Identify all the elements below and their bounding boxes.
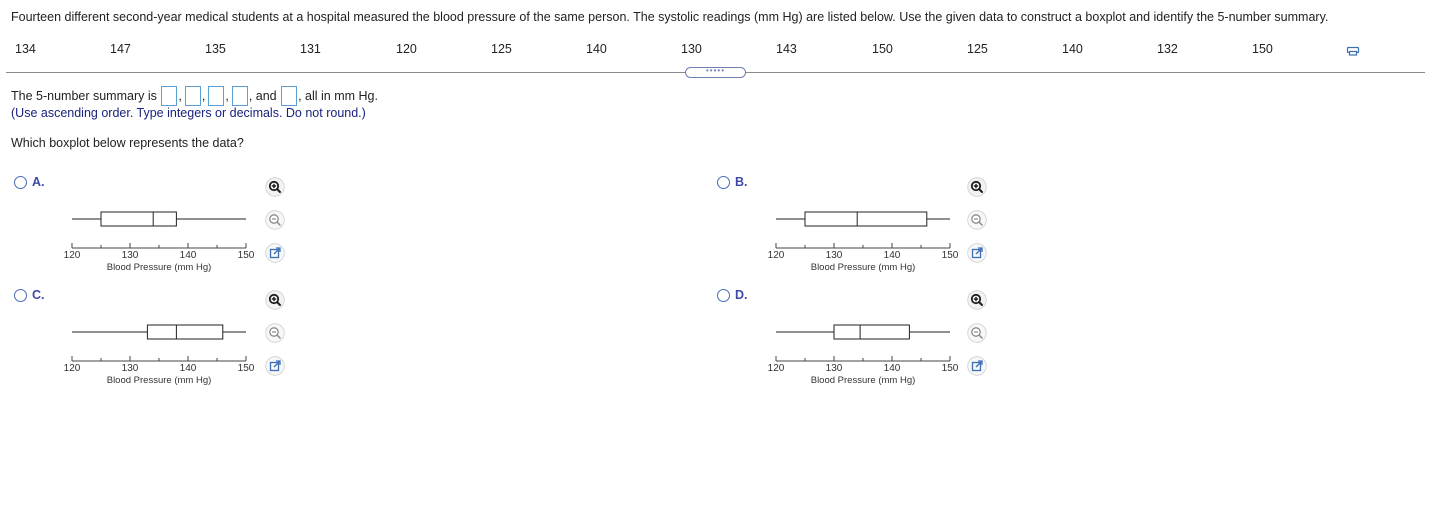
- comma-text: ,: [225, 89, 229, 103]
- tick-label: 140: [179, 363, 197, 374]
- tick-label: 130: [121, 250, 139, 261]
- box: [805, 212, 927, 226]
- option-c-radio[interactable]: [14, 289, 27, 302]
- popout-icon[interactable]: [265, 243, 285, 263]
- comma-text: ,: [178, 89, 182, 103]
- boxplot-a: [40, 195, 270, 280]
- x-axis-label: Blood Pressure (mm Hg): [810, 375, 916, 386]
- tick-label: 150: [941, 363, 959, 374]
- tick-label: 140: [179, 250, 197, 261]
- tick-label: 130: [825, 250, 843, 261]
- box: [834, 325, 909, 339]
- tick-label: 130: [121, 363, 139, 374]
- answer-input-q1[interactable]: [185, 86, 201, 106]
- option-d-label[interactable]: D.: [735, 288, 748, 302]
- zoom-out-icon[interactable]: [265, 323, 285, 343]
- data-value: 150: [872, 42, 893, 56]
- option-b-radio[interactable]: [717, 176, 730, 189]
- data-value: 135: [205, 42, 226, 56]
- question-prompt: Fourteen different second-year medical students at a hospital measured the blood pressure of the same person. The systolic readings (mm Hg) are listed below. Use the given data to construct a boxplot and identify the 5-number summary.: [11, 10, 1329, 24]
- popout-icon[interactable]: [265, 356, 285, 376]
- tick-label: 120: [63, 363, 81, 374]
- summary-lead-text: The 5-number summary is: [11, 89, 157, 103]
- answer-input-median[interactable]: [208, 86, 224, 106]
- boxplot-d: [744, 308, 974, 393]
- data-value: 134: [15, 42, 36, 56]
- zoom-in-icon[interactable]: [967, 290, 987, 310]
- zoom-out-icon[interactable]: [265, 210, 285, 230]
- data-value: 125: [967, 42, 988, 56]
- data-value: 132: [1157, 42, 1178, 56]
- tick-label: 150: [237, 363, 255, 374]
- box: [101, 212, 176, 226]
- data-value: 131: [300, 42, 321, 56]
- popout-icon[interactable]: [967, 356, 987, 376]
- x-axis-label: Blood Pressure (mm Hg): [106, 375, 212, 386]
- option-d-radio[interactable]: [717, 289, 730, 302]
- tick-label: 130: [825, 363, 843, 374]
- x-axis-label: Blood Pressure (mm Hg): [106, 262, 212, 273]
- zoom-in-icon[interactable]: [265, 177, 285, 197]
- answer-input-q3[interactable]: [232, 86, 248, 106]
- boxplot-question: Which boxplot below represents the data?: [11, 136, 244, 150]
- tick-label: 120: [63, 250, 81, 261]
- tick-label: 150: [941, 250, 959, 261]
- data-value: 120: [396, 42, 417, 56]
- answer-input-min[interactable]: [161, 86, 177, 106]
- data-value: 140: [1062, 42, 1083, 56]
- expand-toggle[interactable]: •••••: [685, 67, 746, 78]
- boxplot-c: [40, 308, 270, 393]
- zoom-in-icon[interactable]: [265, 290, 285, 310]
- data-value: 140: [586, 42, 607, 56]
- answer-input-max[interactable]: [281, 86, 297, 106]
- data-value: 130: [681, 42, 702, 56]
- tick-label: 150: [237, 250, 255, 261]
- zoom-in-icon[interactable]: [967, 177, 987, 197]
- data-value: 125: [491, 42, 512, 56]
- data-values-row: [0, 42, 1435, 56]
- answer-hint: (Use ascending order. Type integers or decimals. Do not round.): [11, 106, 366, 120]
- option-b-label[interactable]: B.: [735, 175, 748, 189]
- and-text: , and: [248, 89, 277, 103]
- zoom-out-icon[interactable]: [967, 323, 987, 343]
- box: [147, 325, 222, 339]
- option-c-label[interactable]: C.: [32, 288, 45, 302]
- popout-icon[interactable]: [967, 243, 987, 263]
- tick-label: 120: [767, 250, 785, 261]
- option-a-label[interactable]: A.: [32, 175, 45, 189]
- comma-text: ,: [201, 89, 206, 103]
- boxplot-b: [744, 195, 974, 280]
- data-value: 143: [776, 42, 797, 56]
- print-icon[interactable]: [1346, 44, 1360, 56]
- summary-tail-text: , all in mm Hg.: [298, 89, 378, 103]
- tick-label: 140: [883, 363, 901, 374]
- data-value: 150: [1252, 42, 1273, 56]
- five-number-summary-line: [11, 86, 378, 106]
- x-axis-label: Blood Pressure (mm Hg): [810, 262, 916, 273]
- zoom-out-icon[interactable]: [967, 210, 987, 230]
- tick-label: 120: [767, 363, 785, 374]
- option-a-radio[interactable]: [14, 176, 27, 189]
- tick-label: 140: [883, 250, 901, 261]
- data-value: 147: [110, 42, 131, 56]
